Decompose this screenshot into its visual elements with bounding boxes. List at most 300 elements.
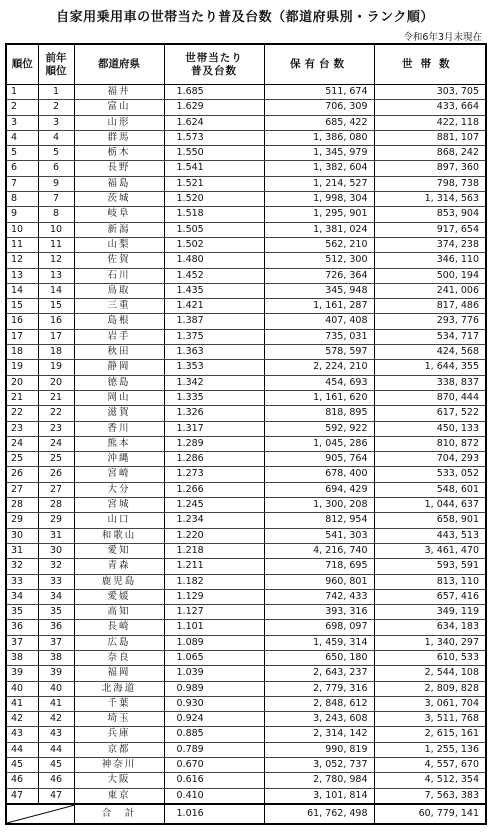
- cell-rank: 22: [6, 406, 38, 421]
- cell-prefecture: 石川: [74, 268, 164, 283]
- cell-per-household: 1.342: [164, 375, 264, 390]
- cell-vehicles: 407, 408: [264, 314, 374, 329]
- cell-prefecture: 静岡: [74, 360, 164, 375]
- cell-prev-rank: 21: [38, 390, 74, 405]
- table-row: [6, 467, 486, 482]
- total-row: [6, 804, 486, 824]
- cell-vehicles: 2, 779, 316: [264, 681, 374, 696]
- cell-prev-rank: 10: [38, 222, 74, 237]
- table-row: [6, 696, 486, 711]
- cell-per-household: 0.670: [164, 758, 264, 773]
- cell-per-household: 1.220: [164, 528, 264, 543]
- table-row: [6, 589, 486, 604]
- cell-households: 443, 513: [374, 528, 486, 543]
- table-row: [6, 513, 486, 528]
- cell-per-household: 1.234: [164, 513, 264, 528]
- cell-prev-rank: 40: [38, 681, 74, 696]
- cell-households: 593, 591: [374, 559, 486, 574]
- cell-vehicles: 678, 400: [264, 467, 374, 482]
- cell-prefecture: 奈良: [74, 650, 164, 665]
- cell-households: 2, 544, 108: [374, 666, 486, 681]
- table-row: [6, 650, 486, 665]
- cell-per-household: 1.435: [164, 283, 264, 298]
- table-row: [6, 681, 486, 696]
- cell-rank: 32: [6, 559, 38, 574]
- cell-rank: 1: [6, 85, 38, 100]
- cell-vehicles: 1, 045, 286: [264, 436, 374, 451]
- cell-prev-rank: 29: [38, 513, 74, 528]
- table-row: [6, 146, 486, 161]
- cell-prefecture: 長崎: [74, 620, 164, 635]
- cell-households: 2, 615, 161: [374, 727, 486, 742]
- cell-prev-rank: 28: [38, 498, 74, 513]
- cell-prefecture: 神奈川: [74, 758, 164, 773]
- cell-prev-rank: 41: [38, 696, 74, 711]
- cell-vehicles: 718, 695: [264, 559, 374, 574]
- cell-vehicles: 812, 954: [264, 513, 374, 528]
- cell-rank: 35: [6, 605, 38, 620]
- cell-rank: 45: [6, 758, 38, 773]
- cell-prefecture: 徳島: [74, 375, 164, 390]
- cell-per-household: 0.789: [164, 742, 264, 757]
- table-row: [6, 605, 486, 620]
- cell-per-household: 1.065: [164, 650, 264, 665]
- table-row: [6, 345, 486, 360]
- cell-per-household: 0.989: [164, 681, 264, 696]
- cell-vehicles: 512, 300: [264, 253, 374, 268]
- cell-rank: 39: [6, 666, 38, 681]
- cell-prev-rank: 15: [38, 299, 74, 314]
- cell-households: 813, 110: [374, 574, 486, 589]
- cell-households: 610, 533: [374, 650, 486, 665]
- cell-vehicles: 1, 459, 314: [264, 635, 374, 650]
- cell-per-household: 1.353: [164, 360, 264, 375]
- cell-vehicles: 1, 300, 208: [264, 498, 374, 513]
- cell-prefecture: 秋田: [74, 345, 164, 360]
- cell-vehicles: 2, 643, 237: [264, 666, 374, 681]
- cell-prefecture: 福岡: [74, 666, 164, 681]
- table-row: [6, 299, 486, 314]
- table-row: [6, 436, 486, 451]
- cell-households: 634, 183: [374, 620, 486, 635]
- cell-rank: 17: [6, 329, 38, 344]
- cell-vehicles: 1, 214, 527: [264, 176, 374, 191]
- cell-prev-rank: 12: [38, 253, 74, 268]
- table-row: [6, 635, 486, 650]
- cell-vehicles: 685, 422: [264, 115, 374, 130]
- cell-per-household: 1.518: [164, 207, 264, 222]
- cell-households: 817, 486: [374, 299, 486, 314]
- cell-rank: 14: [6, 283, 38, 298]
- cell-rank: 15: [6, 299, 38, 314]
- cell-vehicles: 990, 819: [264, 742, 374, 757]
- cell-prefecture: 山形: [74, 115, 164, 130]
- cell-prev-rank: 20: [38, 375, 74, 390]
- table-row: [6, 788, 486, 804]
- header-prev-rank: 前年 順位: [38, 44, 74, 85]
- cell-rank: 23: [6, 421, 38, 436]
- cell-households: 500, 194: [374, 268, 486, 283]
- cell-prev-rank: 7: [38, 192, 74, 207]
- cell-prefecture: 大分: [74, 482, 164, 497]
- diagonal-line: [7, 805, 74, 823]
- cell-prefecture: 群馬: [74, 130, 164, 145]
- cell-rank: 36: [6, 620, 38, 635]
- cell-prefecture: 山梨: [74, 237, 164, 252]
- cell-vehicles: 1, 382, 604: [264, 161, 374, 176]
- total-diagonal-cell: [6, 804, 74, 824]
- cell-households: 349, 119: [374, 605, 486, 620]
- cell-vehicles: 592, 922: [264, 421, 374, 436]
- cell-prefecture: 栃木: [74, 146, 164, 161]
- cell-vehicles: 3, 101, 814: [264, 788, 374, 804]
- cell-vehicles: 3, 243, 608: [264, 712, 374, 727]
- cell-per-household: 1.335: [164, 390, 264, 405]
- cell-vehicles: 1, 161, 620: [264, 390, 374, 405]
- cell-rank: 6: [6, 161, 38, 176]
- cell-vehicles: 960, 801: [264, 574, 374, 589]
- cell-prev-rank: 44: [38, 742, 74, 757]
- header-prefecture: 都道府県: [74, 44, 164, 85]
- cell-per-household: 1.520: [164, 192, 264, 207]
- cell-rank: 30: [6, 528, 38, 543]
- cell-prev-rank: 8: [38, 207, 74, 222]
- cell-households: 303, 705: [374, 85, 486, 100]
- cell-households: 433, 664: [374, 100, 486, 115]
- cell-per-household: 1.266: [164, 482, 264, 497]
- cell-vehicles: 650, 180: [264, 650, 374, 665]
- cell-prefecture: 福井: [74, 85, 164, 100]
- cell-prev-rank: 46: [38, 773, 74, 788]
- table-row: [6, 543, 486, 558]
- cell-rank: 16: [6, 314, 38, 329]
- cell-rank: 34: [6, 589, 38, 604]
- cell-rank: 18: [6, 345, 38, 360]
- total-label: 合 計: [74, 804, 164, 824]
- cell-prev-rank: 5: [38, 146, 74, 161]
- cell-prefecture: 宮城: [74, 498, 164, 513]
- cell-per-household: 1.129: [164, 589, 264, 604]
- cell-vehicles: 694, 429: [264, 482, 374, 497]
- table-row: [6, 329, 486, 344]
- cell-per-household: 0.885: [164, 727, 264, 742]
- cell-prefecture: 新潟: [74, 222, 164, 237]
- cell-prefecture: 鳥取: [74, 283, 164, 298]
- cell-per-household: 1.685: [164, 85, 264, 100]
- cell-prev-rank: 36: [38, 620, 74, 635]
- cell-vehicles: 2, 848, 612: [264, 696, 374, 711]
- cell-prev-rank: 19: [38, 360, 74, 375]
- cell-per-household: 0.924: [164, 712, 264, 727]
- cell-prefecture: 青森: [74, 559, 164, 574]
- cell-prev-rank: 27: [38, 482, 74, 497]
- cell-vehicles: 454, 693: [264, 375, 374, 390]
- cell-prefecture: 熊本: [74, 436, 164, 451]
- table-row: [6, 283, 486, 298]
- cell-per-household: 1.218: [164, 543, 264, 558]
- table-row: [6, 100, 486, 115]
- cell-prev-rank: 25: [38, 452, 74, 467]
- cell-rank: 31: [6, 543, 38, 558]
- cell-prev-rank: 39: [38, 666, 74, 681]
- cell-vehicles: 698, 097: [264, 620, 374, 635]
- cell-prefecture: 岐阜: [74, 207, 164, 222]
- cell-vehicles: 4, 216, 740: [264, 543, 374, 558]
- cell-prev-rank: 37: [38, 635, 74, 650]
- cell-households: 853, 904: [374, 207, 486, 222]
- cell-households: 7, 563, 383: [374, 788, 486, 804]
- cell-households: 534, 717: [374, 329, 486, 344]
- total-households: 60, 779, 141: [374, 804, 486, 824]
- cell-per-household: 1.452: [164, 268, 264, 283]
- cell-vehicles: 345, 948: [264, 283, 374, 298]
- cell-prev-rank: 18: [38, 345, 74, 360]
- cell-prefecture: 佐賀: [74, 253, 164, 268]
- cell-households: 810, 872: [374, 436, 486, 451]
- cell-prev-rank: 2: [38, 100, 74, 115]
- cell-households: 450, 133: [374, 421, 486, 436]
- cell-per-household: 1.629: [164, 100, 264, 115]
- cell-prefecture: 滋賀: [74, 406, 164, 421]
- cell-rank: 44: [6, 742, 38, 757]
- cell-households: 1, 255, 136: [374, 742, 486, 757]
- cell-prefecture: 京都: [74, 742, 164, 757]
- cell-households: 1, 644, 355: [374, 360, 486, 375]
- cell-households: 1, 044, 637: [374, 498, 486, 513]
- table-row: [6, 528, 486, 543]
- cell-rank: 42: [6, 712, 38, 727]
- table-row: [6, 620, 486, 635]
- cell-households: 3, 461, 470: [374, 543, 486, 558]
- cell-prev-rank: 43: [38, 727, 74, 742]
- cell-prev-rank: 35: [38, 605, 74, 620]
- cell-prev-rank: 3: [38, 115, 74, 130]
- cell-prefecture: 高知: [74, 605, 164, 620]
- table-row: [6, 115, 486, 130]
- cell-prev-rank: 24: [38, 436, 74, 451]
- cell-households: 422, 118: [374, 115, 486, 130]
- table-row: [6, 314, 486, 329]
- cell-prev-rank: 34: [38, 589, 74, 604]
- cell-rank: 2: [6, 100, 38, 115]
- cell-prev-rank: 4: [38, 130, 74, 145]
- total-vehicles: 61, 762, 498: [264, 804, 374, 824]
- cell-rank: 9: [6, 207, 38, 222]
- cell-prev-rank: 38: [38, 650, 74, 665]
- table-row: [6, 161, 486, 176]
- cell-households: 374, 238: [374, 237, 486, 252]
- cell-rank: 47: [6, 788, 38, 804]
- cell-prefecture: 岡山: [74, 390, 164, 405]
- cell-rank: 24: [6, 436, 38, 451]
- cell-per-household: 0.410: [164, 788, 264, 804]
- table-row: [6, 574, 486, 589]
- cell-prev-rank: 47: [38, 788, 74, 804]
- cell-prefecture: 東京: [74, 788, 164, 804]
- cell-per-household: 1.089: [164, 635, 264, 650]
- cell-prefecture: 長野: [74, 161, 164, 176]
- cell-prefecture: 茨城: [74, 192, 164, 207]
- cell-households: 533, 052: [374, 467, 486, 482]
- cell-households: 1, 340, 297: [374, 635, 486, 650]
- cell-per-household: 1.182: [164, 574, 264, 589]
- as-of-date: 令和6年3月末現在: [403, 32, 482, 43]
- cell-per-household: 1.573: [164, 130, 264, 145]
- cell-households: 3, 511, 768: [374, 712, 486, 727]
- table-row: [6, 559, 486, 574]
- cell-per-household: 1.101: [164, 620, 264, 635]
- cell-households: 917, 654: [374, 222, 486, 237]
- cell-vehicles: 562, 210: [264, 237, 374, 252]
- cell-rank: 28: [6, 498, 38, 513]
- cell-prev-rank: 13: [38, 268, 74, 283]
- cell-rank: 41: [6, 696, 38, 711]
- cell-households: 704, 293: [374, 452, 486, 467]
- cell-rank: 4: [6, 130, 38, 145]
- cell-per-household: 1.624: [164, 115, 264, 130]
- cell-per-household: 1.387: [164, 314, 264, 329]
- cell-prefecture: 島根: [74, 314, 164, 329]
- cell-prev-rank: 22: [38, 406, 74, 421]
- cell-households: 1, 314, 563: [374, 192, 486, 207]
- cell-rank: 38: [6, 650, 38, 665]
- cell-households: 881, 107: [374, 130, 486, 145]
- cell-per-household: 1.375: [164, 329, 264, 344]
- cell-vehicles: 905, 764: [264, 452, 374, 467]
- page-title: 自家用乗用車の世帯当たり普及台数（都道府県別・ランク順）: [56, 10, 434, 25]
- cell-households: 658, 901: [374, 513, 486, 528]
- header-rank: 順位: [6, 44, 38, 85]
- table-row: [6, 482, 486, 497]
- cell-prefecture: 北海道: [74, 681, 164, 696]
- header-vehicles: 保有台数: [264, 44, 374, 85]
- cell-households: 897, 360: [374, 161, 486, 176]
- header-per-household: 世帯当たり 普及台数: [164, 44, 264, 85]
- cell-prefecture: 岩手: [74, 329, 164, 344]
- cell-vehicles: 511, 674: [264, 85, 374, 100]
- cell-per-household: 1.421: [164, 299, 264, 314]
- cell-households: 548, 601: [374, 482, 486, 497]
- cell-per-household: 1.363: [164, 345, 264, 360]
- table-row: [6, 130, 486, 145]
- cell-households: 346, 110: [374, 253, 486, 268]
- cell-per-household: 1.245: [164, 498, 264, 513]
- table-row: [6, 452, 486, 467]
- cell-rank: 7: [6, 176, 38, 191]
- cell-vehicles: 578, 597: [264, 345, 374, 360]
- cell-vehicles: 1, 381, 024: [264, 222, 374, 237]
- cell-prefecture: 香川: [74, 421, 164, 436]
- cell-households: 617, 522: [374, 406, 486, 421]
- cell-vehicles: 1, 345, 979: [264, 146, 374, 161]
- cell-rank: 29: [6, 513, 38, 528]
- cell-households: 868, 242: [374, 146, 486, 161]
- cell-rank: 21: [6, 390, 38, 405]
- cell-prefecture: 愛知: [74, 543, 164, 558]
- cell-prefecture: 兵庫: [74, 727, 164, 742]
- cell-rank: 46: [6, 773, 38, 788]
- table-row: [6, 742, 486, 757]
- cell-prev-rank: 33: [38, 574, 74, 589]
- table-row: [6, 421, 486, 436]
- cell-vehicles: 726, 364: [264, 268, 374, 283]
- cell-households: 424, 568: [374, 345, 486, 360]
- cell-prev-rank: 6: [38, 161, 74, 176]
- cell-prev-rank: 9: [38, 176, 74, 191]
- cell-prefecture: 沖縄: [74, 452, 164, 467]
- cell-prefecture: 埼玉: [74, 712, 164, 727]
- table-row: [6, 360, 486, 375]
- header-households: 世帯数: [374, 44, 486, 85]
- cell-rank: 27: [6, 482, 38, 497]
- cell-prev-rank: 26: [38, 467, 74, 482]
- cell-rank: 12: [6, 253, 38, 268]
- cell-prefecture: 千葉: [74, 696, 164, 711]
- cell-prefecture: 三重: [74, 299, 164, 314]
- cell-households: 798, 738: [374, 176, 486, 191]
- table-row: [6, 268, 486, 283]
- cell-households: 870, 444: [374, 390, 486, 405]
- cell-rank: 8: [6, 192, 38, 207]
- cell-per-household: 0.616: [164, 773, 264, 788]
- cell-prefecture: 宮崎: [74, 467, 164, 482]
- table-row: [6, 207, 486, 222]
- cell-prev-rank: 11: [38, 237, 74, 252]
- cell-households: 4, 557, 670: [374, 758, 486, 773]
- table-row: [6, 253, 486, 268]
- cell-per-household: 1.505: [164, 222, 264, 237]
- cell-per-household: 1.039: [164, 666, 264, 681]
- table-row: [6, 192, 486, 207]
- cell-vehicles: 1, 998, 304: [264, 192, 374, 207]
- cell-prefecture: 和歌山: [74, 528, 164, 543]
- cell-per-household: 1.502: [164, 237, 264, 252]
- cell-rank: 13: [6, 268, 38, 283]
- cell-rank: 37: [6, 635, 38, 650]
- cell-rank: 33: [6, 574, 38, 589]
- table-row: [6, 375, 486, 390]
- cell-rank: 5: [6, 146, 38, 161]
- total-per-household: 1.016: [164, 804, 264, 824]
- cell-vehicles: 742, 433: [264, 589, 374, 604]
- table-row: [6, 222, 486, 237]
- table-row: [6, 727, 486, 742]
- cell-prefecture: 鹿児島: [74, 574, 164, 589]
- cell-prefecture: 富山: [74, 100, 164, 115]
- cell-prev-rank: 31: [38, 528, 74, 543]
- cell-prev-rank: 32: [38, 559, 74, 574]
- cell-vehicles: 2, 314, 142: [264, 727, 374, 742]
- table-row: [6, 237, 486, 252]
- cell-prev-rank: 1: [38, 85, 74, 100]
- cell-vehicles: 2, 780, 984: [264, 773, 374, 788]
- cell-per-household: 1.521: [164, 176, 264, 191]
- header-row: [6, 44, 486, 85]
- cell-rank: 3: [6, 115, 38, 130]
- cell-per-household: 0.930: [164, 696, 264, 711]
- cell-prefecture: 山口: [74, 513, 164, 528]
- cell-prev-rank: 42: [38, 712, 74, 727]
- cell-prefecture: 大阪: [74, 773, 164, 788]
- cell-households: 4, 512, 354: [374, 773, 486, 788]
- cell-households: 2, 809, 828: [374, 681, 486, 696]
- cell-per-household: 1.273: [164, 467, 264, 482]
- table-row: [6, 712, 486, 727]
- cell-rank: 19: [6, 360, 38, 375]
- cell-per-household: 1.480: [164, 253, 264, 268]
- cell-prefecture: 福島: [74, 176, 164, 191]
- cell-prev-rank: 30: [38, 543, 74, 558]
